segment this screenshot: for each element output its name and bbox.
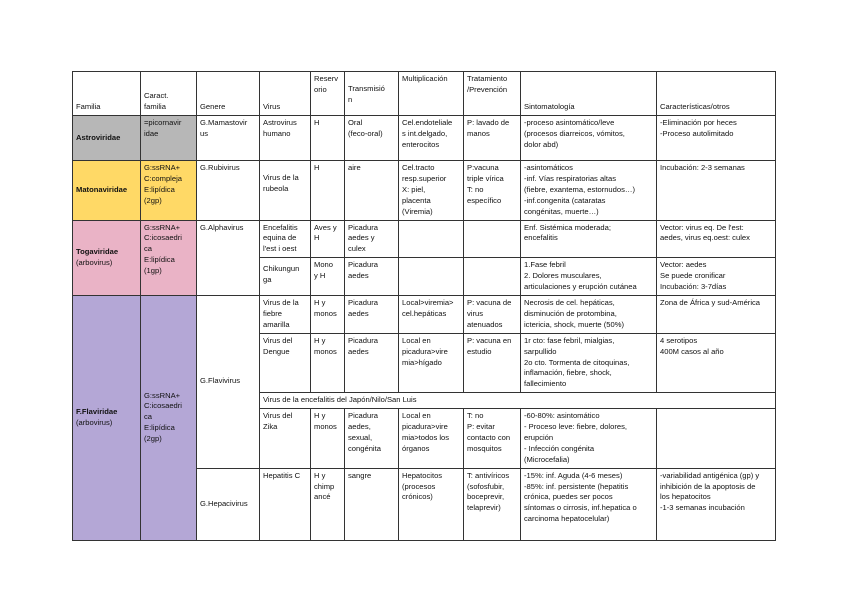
tratamiento-cell: T: no P: evitar contacto con mosquitos	[464, 409, 521, 469]
reservorio-cell: H	[311, 116, 345, 161]
sintomatologia-cell: 1.Fase febril 2. Dolores musculares, articulaciones y erupción cutánea	[521, 258, 657, 296]
reservorio-cell: H y chimp ancé	[311, 468, 345, 540]
tratamiento-cell: T: antivíricos (sofosfubir, boceprevir, telaprevir)	[464, 468, 521, 540]
caracteristicas-cell: -Eliminación por heces -Proceso autolimitado	[657, 116, 776, 161]
multiplicacion-cell: Local en picadura>vire mia>hígado	[399, 333, 464, 393]
caracteristicas-cell: Zona de África y sud-América	[657, 295, 776, 333]
sintomatologia-cell: -asintomáticos -inf. Vías respiratorias altas (fiebre, exantema, estornudos…) -inf.congenita (cataratas congénitas, muerte…)	[521, 161, 657, 221]
caract-cell: G:ssRNA+ C:icosaedri ca E:lipídica (1gp)	[141, 220, 197, 295]
virus-cell: Encefalitis equina de l'est i oest	[260, 220, 311, 258]
familia-name: Togaviridae	[76, 246, 119, 256]
header-sintomatologia: Sintomatología	[521, 72, 657, 116]
virus-cell: Chikungun ga	[260, 258, 311, 296]
tratamiento-cell: P: lavado de manos	[464, 116, 521, 161]
virus-cell: Virus de la fiebre amarilla	[260, 295, 311, 333]
genere-cell: G.Alphavirus	[197, 220, 260, 295]
header-reservorio: Reserv orio	[311, 72, 345, 116]
virus-cell: Hepatitis C	[260, 468, 311, 540]
transmision-cell: aire	[345, 161, 399, 221]
multiplicacion-cell: Cel.endoteliale s int.delgado, enterocitos	[399, 116, 464, 161]
reservorio-cell: Mono y H	[311, 258, 345, 296]
table-row-flaviviridae-fiebre	[73, 295, 776, 333]
caracteristicas-cell: Incubación: 2-3 semanas	[657, 161, 776, 221]
header-transmision: Transmisió n	[345, 72, 399, 116]
caract-cell: G:ssRNA+ C:compleja E:lipídica (2gp)	[141, 161, 197, 221]
transmision-cell: Picadura aedes	[345, 258, 399, 296]
sintomatologia-cell: Enf. Sistémica moderada; encefalitis	[521, 220, 657, 258]
reservorio-cell: H y monos	[311, 333, 345, 393]
multiplicacion-cell: Cel.tracto resp.superior X: piel, placenta (Viremia)	[399, 161, 464, 221]
header-tratamiento: Tratamiento /Prevención	[464, 72, 521, 116]
header-multiplicacion: Multiplicación	[399, 72, 464, 116]
header-virus: Virus	[260, 72, 311, 116]
header-row	[73, 72, 776, 116]
familia-cell: Astroviridae	[73, 116, 141, 161]
multiplicacion-cell: Local>viremia> cel.hepáticas	[399, 295, 464, 333]
sintomatologia-cell: Necrosis de cel. hepáticas, disminución de protombina, ictericia, shock, muerte (50%)	[521, 295, 657, 333]
table-row-togaviridae-1	[73, 220, 776, 258]
multiplicacion-cell: Local en picadura>vire mia>todos los órganos	[399, 409, 464, 469]
virus-table	[72, 71, 776, 541]
header-caract: Caract. familia	[141, 72, 197, 116]
virus-cell: Virus de la rubeola	[260, 161, 311, 221]
table-row-astroviridae	[73, 116, 776, 161]
caracteristicas-cell: Vector: virus eq. De l'est: aedes, virus eq.oest: culex	[657, 220, 776, 258]
header-genere: Genere	[197, 72, 260, 116]
tratamiento-cell: P:vacuna triple vírica T: no específico	[464, 161, 521, 221]
transmision-cell: Picadura aedes	[345, 333, 399, 393]
virus-cell: Virus del Dengue	[260, 333, 311, 393]
sintomatologia-cell: -15%: inf. Aguda (4-6 meses) -85%: inf. persistente (hepatitis crónica, puedes ser pocos síntomas o cirrosis, inf.hepatica o carcinoma hepatocelular)	[521, 468, 657, 540]
genere-cell: G.Hepacivirus	[197, 468, 260, 540]
transmision-cell: sangre	[345, 468, 399, 540]
caract-cell: =picornavir idae	[141, 116, 197, 161]
familia-subtitle: (arbovirus)	[76, 417, 113, 427]
tratamiento-cell: P: vacuna de virus atenuados	[464, 295, 521, 333]
reservorio-cell: H y monos	[311, 409, 345, 469]
caracteristicas-cell	[657, 409, 776, 469]
caracteristicas-cell: 4 serotipos 400M casos al año	[657, 333, 776, 393]
sintomatologia-cell: 1r cto: fase febril, mialgias, sarpullido 2o cto. Tormenta de citoquinas, inflamación, fiebre, shock, fallecimiento	[521, 333, 657, 393]
caracteristicas-cell: Vector: aedes Se puede cronificar Incubación: 3-7días	[657, 258, 776, 296]
familia-subtitle: (arbovirus)	[76, 257, 113, 267]
familia-cell: Matonaviridae	[73, 161, 141, 221]
table-row-matonaviridae	[73, 161, 776, 221]
transmision-cell: Picadura aedes y culex	[345, 220, 399, 258]
genere-cell: G.Mamastovir us	[197, 116, 260, 161]
reservorio-cell: H	[311, 161, 345, 221]
familia-name: F.Flaviridae	[76, 406, 118, 416]
genere-cell: G.Flavivirus	[197, 295, 260, 468]
familia-cell	[73, 220, 141, 295]
caract-cell: G:ssRNA+ C:icosaedri ca E:lipídica (2gp)	[141, 295, 197, 540]
header-caracteristicas: Características/otros	[657, 72, 776, 116]
multiplicacion-cell: Hepatocitos (procesos crónicos)	[399, 468, 464, 540]
virus-cell: Virus del Zika	[260, 409, 311, 469]
caracteristicas-cell: -variabilidad antigénica (gp) y inhibición de la apoptosis de los hepatocitos -1-3 semanas incubación	[657, 468, 776, 540]
tratamiento-cell	[464, 220, 521, 258]
reservorio-cell: H y monos	[311, 295, 345, 333]
tratamiento-cell	[464, 258, 521, 296]
transmision-cell: Oral (feco-oral)	[345, 116, 399, 161]
multiplicacion-cell	[399, 258, 464, 296]
sintomatologia-cell: -proceso asintomático/leve (procesos diarreicos, vómitos, dolor abd)	[521, 116, 657, 161]
reservorio-cell: Aves y H	[311, 220, 345, 258]
multiplicacion-cell	[399, 220, 464, 258]
genere-cell: G.Rubivirus	[197, 161, 260, 221]
transmision-cell: Picadura aedes	[345, 295, 399, 333]
virus-cell: Astrovirus humano	[260, 116, 311, 161]
header-familia: Familia	[73, 72, 141, 116]
sintomatologia-cell: -60-80%: asintomático - Proceso leve: fiebre, dolores, erupción - Infección congénita (Microcefalia)	[521, 409, 657, 469]
familia-cell	[73, 295, 141, 540]
transmision-cell: Picadura aedes, sexual, congénita	[345, 409, 399, 469]
tratamiento-cell: P: vacuna en estudio	[464, 333, 521, 393]
encefalitis-cell: Virus de la encefalitis del Japón/Nilo/San Luis	[260, 393, 776, 409]
